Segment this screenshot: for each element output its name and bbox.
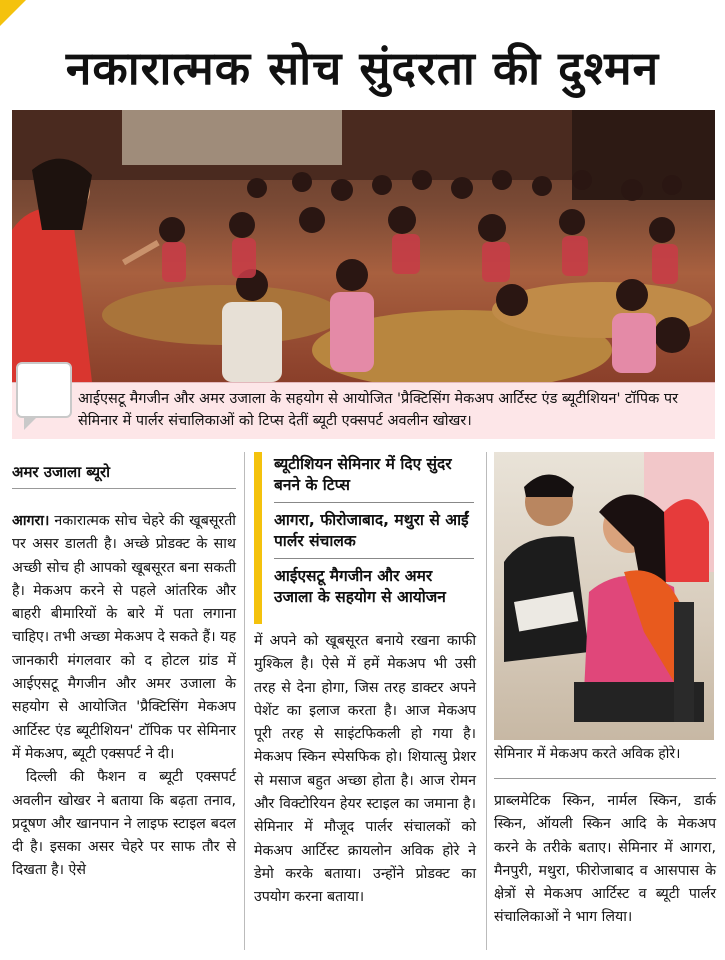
paragraph-text: नकारात्मक सोच चेहरे की खूबसूरती पर असर डालती है। अच्छे प्रोडक्ट के साथ अच्छी सोच ही आपको खूबसूरत बना सकती है। मेकअप करने से पहले आंतरिक और बाहरी बीमारियों के बारे में पता लगाना चाहिए। तभी अच्छा मेकअप दे सकते हैं। यह जानकारी मंगलवार को द होटल ग्रांड में आईएसटू मैगजीन और अमर उजाला के सहयोग से आयोजित 'प्रैक्टिसिंग मेकअप आर्टिस्ट एंड ब्यूटीशियन' टॉपिक पर सेमिनार में मेकअप, ब्यूटी एक्सपर्ट ने दी। — [12, 513, 236, 762]
makeup-demo-photo-art — [494, 452, 714, 740]
highlights-accent-bar — [254, 452, 262, 624]
highlight-separator — [274, 502, 474, 503]
column-divider — [244, 452, 245, 950]
caption-bubble-icon — [16, 362, 72, 418]
column-divider — [486, 452, 487, 950]
photo2-caption: सेमिनार में मेकअप करते अविक होरे। — [494, 746, 681, 762]
caption-rule — [494, 778, 716, 779]
article-column-3 — [494, 790, 716, 930]
paragraph: दिल्ली की फैशन व ब्यूटी एक्सपर्ट अवलीन खोखर ने बताया कि बढ़ता तनाव, प्रदूषण और खानपान ने लाइफ स्टाइल बदल दी है। इसका असर चेहरे पर साफ तौर से दिखता है। ऐसे — [12, 769, 236, 879]
byline: अमर उजाला ब्यूरो — [12, 463, 111, 481]
makeup-demo-photo — [494, 452, 714, 740]
seminar-photo — [12, 110, 715, 382]
highlight-item: आगरा, फीरोजाबाद, मथुरा से आईं पार्लर संचालक — [274, 511, 469, 550]
paragraph: में अपने को खूबसूरत बनाये रखना काफी मुश्किल है। ऐसे में हमें मेकअप भी उसी तरह से देना होगा, जिस तरह डाक्टर अपने पेशेंट का इलाज करता है। आज मेकअप पूरी तरह से साइंटफिकली हो गया है। मेकअप स्किन स्पेसफिक हो। शियात्सु प्रेशर से मसाज बहुत अच्छा होता है। आज रोमन और विक्टोरियन हेयर स्टाइल का जमाना है। सेमिनार में मौजूद पार्लर संचालकों को मेकअप आर्टिस्ट क्रायलोन अविक होरे ने डेमो करके बताया। उन्होंने प्रोडक्ट का उपयोग करना बताया। — [254, 633, 476, 906]
dateline: आगरा। — [12, 513, 50, 529]
highlight-item: आईएसटू मैगजीन और अमर उजाला के सहयोग से आयोजन — [274, 567, 446, 606]
seminar-photo-art — [12, 110, 715, 382]
article-column-1 — [12, 510, 236, 883]
paragraph: प्राब्लमेटिक स्किन, नार्मल स्किन, डार्क स्किन, ऑयली स्किन आदि के मेकअप करने के तरीके बताए। सेमिनार में आगरा, मैनपुरी, मथुरा, फीरोजाबाद व आसपास के क्षेत्रों से मेकअप आर्टिस्ट व ब्यूटी पार्लर संचालिकाओं ने भाग लिया। — [494, 793, 716, 926]
photo-caption: आईएसटू मैगजीन और अमर उजाला के सहयोग से आयोजित 'प्रैक्टिसिंग मेकअप आर्टिस्ट एंड ब्यूटीशियन' टॉपिक पर सेमिनार में पार्लर संचालिकाओं को टिप्स देतीं ब्यूटी एक्सपर्ट अवलीन खोखर। — [78, 391, 679, 429]
highlight-item: ब्यूटीशियन सेमिनार में दिए सुंदर बनने के टिप्स — [274, 455, 452, 494]
byline-rule — [12, 488, 236, 489]
highlight-separator — [274, 558, 474, 559]
corner-accent — [0, 0, 26, 26]
paragraph — [12, 510, 236, 766]
article-column-2 — [254, 630, 476, 910]
headline: नकारात्मक सोच सुंदरता की दुश्मन — [65, 41, 660, 95]
